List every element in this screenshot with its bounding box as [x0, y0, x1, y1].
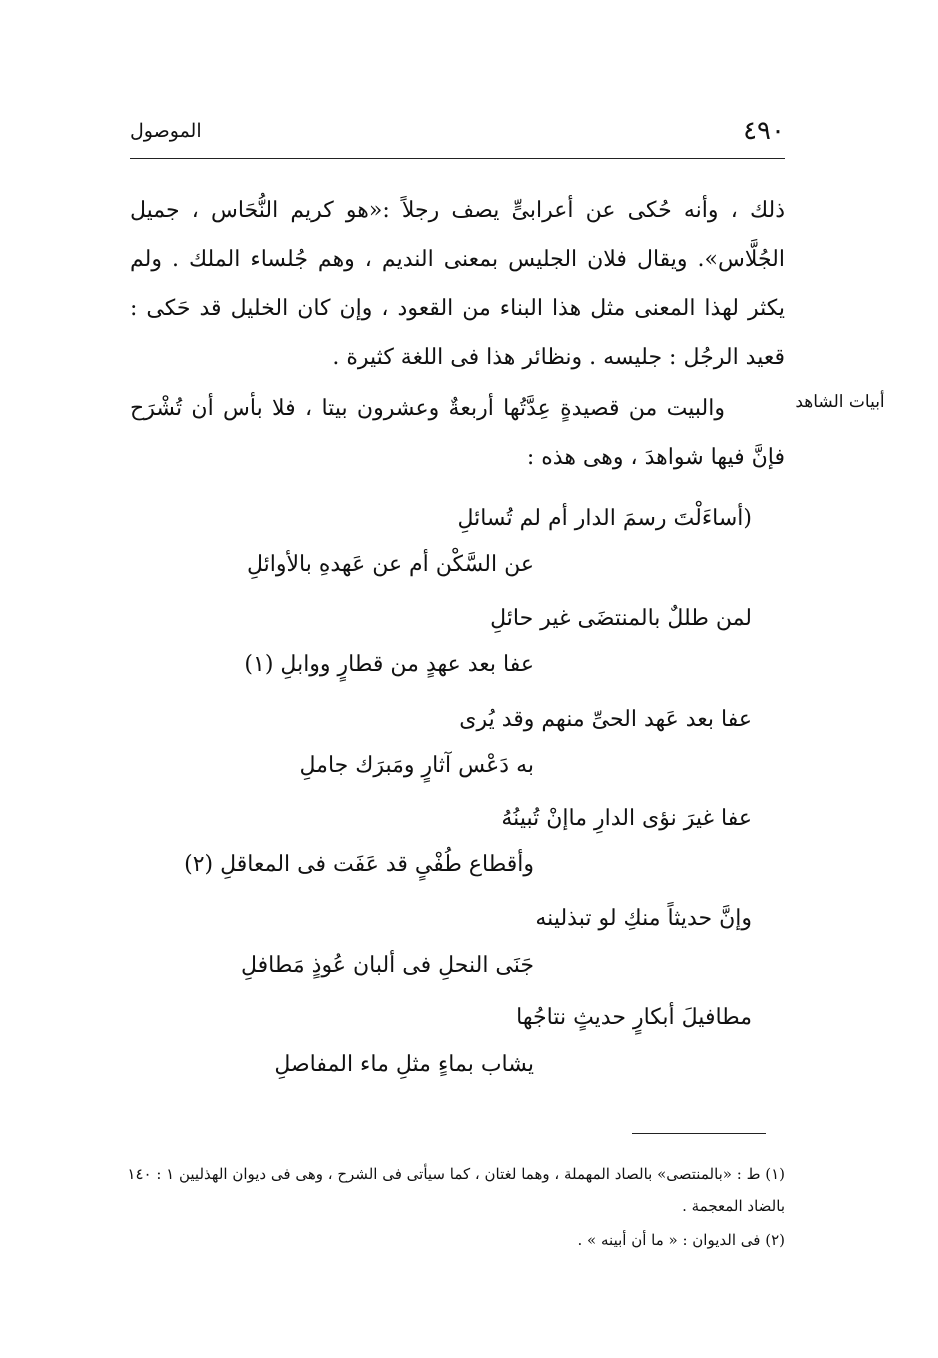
verse-first-hemistich: عفا بعد عَهد الحىِّ منهم وقد يُرى — [459, 707, 752, 732]
verse-second-hemistich: عفا بعد عهدٍ من قطارٍ ووابلِ (١) — [244, 652, 534, 677]
footnote: (١) ط : «بالمنتصى» بالصاد المهملة ، وهما لغتان ، كما سيأتى فى الشرح ، وهى فى ديوان الهذليين ١ : ١٤٠ بالضاد المعجمة . — [127, 1165, 785, 1215]
page-number: ٤٩٠ — [743, 116, 785, 146]
verse-second-hemistich: جَنَى النحلِ فى ألبان عُوذٍ مَطافلِ — [240, 953, 534, 978]
verse-first-hemistich: لمن طللٌ بالمنتضَى غير حائلِ — [490, 606, 752, 631]
verse-first-hemistich: مطافيلَ أبكارٍ حديثٍ نتاجُها — [516, 1005, 752, 1030]
footnote: (٢) فى الديوان : « ما أن أبينه » . — [577, 1231, 785, 1249]
body-paragraph: والبيت من قصيدةٍ عِدَّتُها أربعةٌ وعشرون بيتا ، فلا بأس أن تُشْرَح فإنَّ فيها شواهدَ ، وهى هذه : — [130, 396, 785, 470]
verse-first-hemistich: (أساءَلْتَ رسمَ الدار أم لم تُسائلِ — [457, 506, 752, 531]
verse-second-hemistich: وأقطاع طُفْىٍ قد عَفَت فى المعاقلِ (٢) — [184, 852, 534, 877]
verse-second-hemistich: يشاب بماءٍ مثلِ ماء المفاصلِ — [274, 1052, 534, 1077]
verse-first-hemistich: وإنَّ حديثاً منكِ لو تبذلينه — [535, 906, 752, 931]
verse-first-hemistich: عفا غيرَ نؤى الدارِ ماإنْ تُبينُهُ — [501, 806, 752, 831]
verse-second-hemistich: عن السَّكْن أم عن عَهدهِ بالأوائلِ — [246, 552, 534, 577]
body-paragraph: ذلك ، وأنه حُكى عن أعرابىٍّ يصف رجلاً :«هو كريم النُّحَاس ، جميل الجُلَّاس». ويقال فلان الجليس بمعنى النديم ، وهم جُلساء الملك . ولم يكثر لهذا المعنى مثل هذا البناء من القعود ، وإن كان الخليل قد حَكى : قعيد الرجُل : جليسه . ونظائر هذا فى اللغة كثيرة . — [130, 198, 785, 370]
header-rule — [130, 158, 785, 159]
verse-second-hemistich: به دَعْس آثارٍ ومَبرَك جاملِ — [299, 753, 534, 778]
margin-note: أبيات الشاهد — [795, 392, 885, 412]
running-head — [130, 112, 785, 152]
section-title: الموصول — [130, 120, 202, 142]
footnote-rule — [632, 1133, 766, 1134]
